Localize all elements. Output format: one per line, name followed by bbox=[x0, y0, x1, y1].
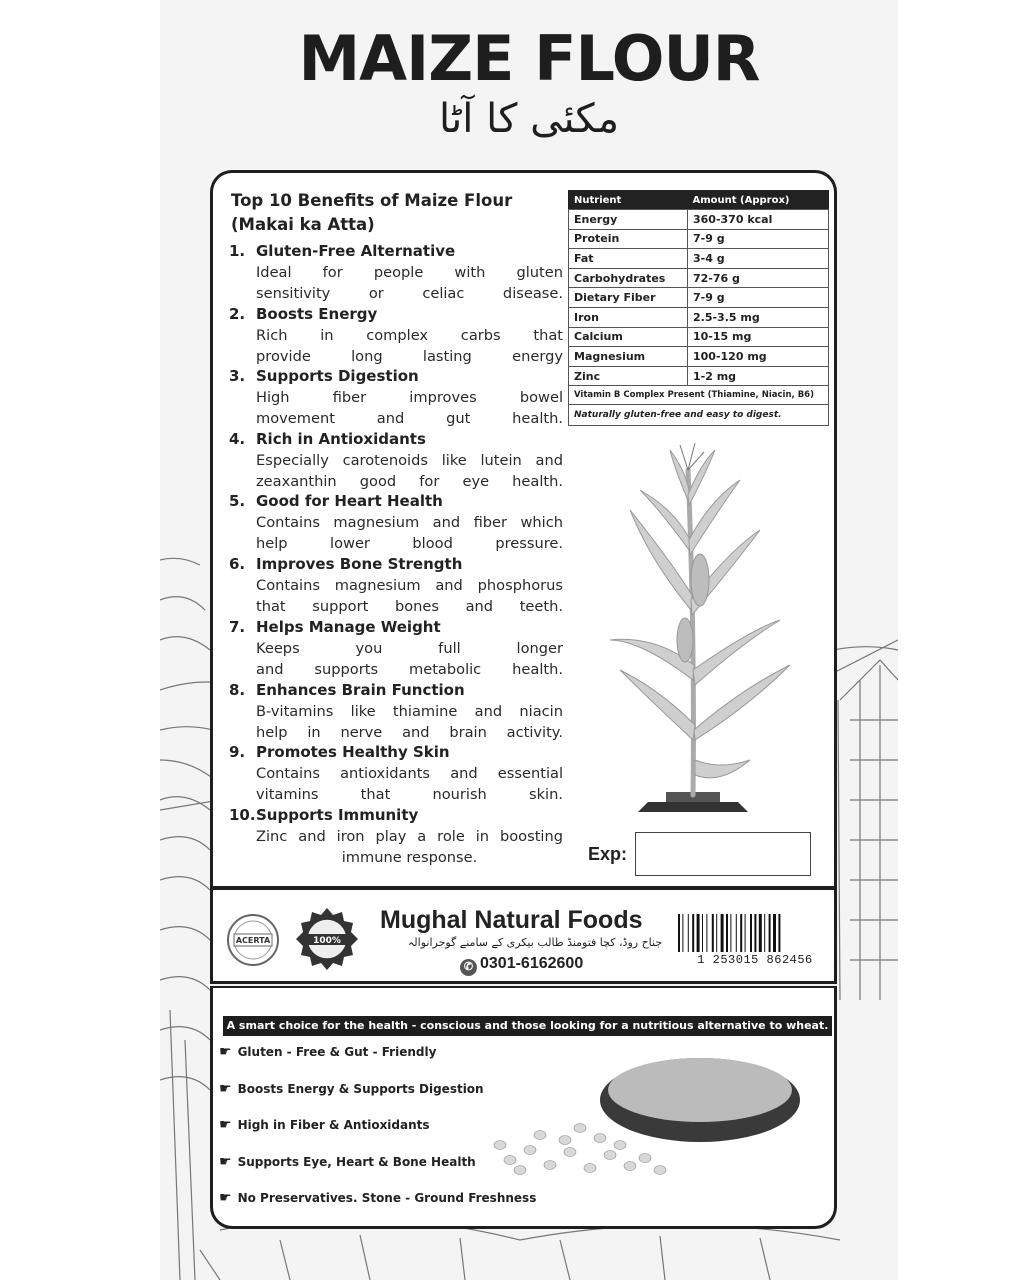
maize-grain bbox=[639, 1154, 651, 1163]
amount-column-header: Amount (Approx) bbox=[688, 191, 829, 210]
maize-grains-bowl-illustration bbox=[480, 1040, 820, 1180]
benefit-description-line: vitamins that nourish skin. bbox=[256, 786, 563, 803]
benefit-description-line: sensitivity or celiac disease. bbox=[256, 285, 563, 302]
benefit-description-line: Contains antioxidants and essential bbox=[256, 765, 563, 782]
nutrient-name: Protein bbox=[569, 229, 688, 249]
nutrition-row bbox=[569, 288, 829, 308]
barcode-bar bbox=[726, 914, 728, 952]
barcode-bar bbox=[778, 914, 780, 952]
feature-text: High in Fiber & Antioxidants bbox=[237, 1118, 430, 1132]
benefit-item bbox=[229, 805, 563, 868]
benefit-title-text: Helps Manage Weight bbox=[256, 618, 441, 636]
nutrient-name: Dietary Fiber bbox=[569, 288, 688, 308]
benefit-number: 8. bbox=[229, 681, 246, 699]
urdu-product-title: مکئی کا آٹا bbox=[438, 96, 620, 142]
benefit-title-text: Supports Immunity bbox=[256, 806, 419, 824]
expiry-date-box bbox=[635, 832, 811, 876]
maize-grain bbox=[544, 1161, 556, 1170]
nutrition-row bbox=[569, 210, 829, 230]
barcode-bar bbox=[754, 914, 756, 952]
gluten-note-row bbox=[569, 405, 829, 426]
benefit-description-line: movement and gut health. bbox=[256, 410, 563, 427]
maize-grain bbox=[534, 1131, 546, 1140]
maize-grain bbox=[559, 1136, 571, 1145]
benefit-title-text: Promotes Healthy Skin bbox=[256, 743, 450, 761]
plant-base bbox=[638, 802, 748, 812]
benefit-title bbox=[229, 429, 563, 450]
bowl-grains bbox=[608, 1058, 792, 1122]
nutrition-row bbox=[569, 366, 829, 386]
benefit-description-line: Contains magnesium and phosphorus bbox=[256, 577, 563, 594]
vitamin-row bbox=[569, 386, 829, 405]
barcode-bar bbox=[697, 914, 700, 952]
nutrient-name: Energy bbox=[569, 210, 688, 230]
barcode-bar bbox=[745, 914, 746, 952]
benefits-heading-line2: (Makai ka Atta) bbox=[231, 215, 375, 234]
maize-grain bbox=[504, 1156, 516, 1165]
feature-item bbox=[219, 1044, 436, 1060]
benefit-title bbox=[229, 241, 563, 262]
benefit-number: 4. bbox=[229, 430, 246, 448]
corn-tassel bbox=[680, 443, 704, 470]
maize-grain bbox=[574, 1124, 586, 1133]
corn-leaves bbox=[610, 450, 790, 778]
nutrient-name: Magnesium bbox=[569, 347, 688, 367]
benefit-number: 6. bbox=[229, 555, 246, 573]
benefit-number: 7. bbox=[229, 618, 246, 636]
brand-phone bbox=[460, 955, 583, 976]
benefit-description-line: Zinc and iron play a role in boosting bbox=[256, 828, 563, 845]
nutrient-name: Zinc bbox=[569, 366, 688, 386]
barcode-bar bbox=[773, 914, 776, 952]
benefit-description-line: High fiber improves bowel bbox=[256, 389, 563, 406]
maize-grain bbox=[494, 1141, 506, 1150]
benefit-title bbox=[229, 742, 563, 763]
barcode-bar bbox=[750, 914, 752, 952]
nutrition-row bbox=[569, 249, 829, 269]
nutrition-row bbox=[569, 347, 829, 367]
nutrient-amount: 1-2 mg bbox=[688, 366, 829, 386]
nutrition-header-row bbox=[569, 191, 829, 210]
product-title: MAIZE FLOUR bbox=[298, 22, 760, 95]
benefit-description-line: B-vitamins like thiamine and niacin bbox=[256, 703, 563, 720]
benefit-description-line: that support bones and teeth. bbox=[256, 598, 563, 615]
maize-grain bbox=[624, 1162, 636, 1171]
barcode bbox=[678, 914, 830, 954]
gluten-free-note: Naturally gluten-free and easy to digest. bbox=[569, 405, 829, 426]
benefit-item bbox=[229, 304, 563, 367]
benefit-title-text: Improves Bone Strength bbox=[256, 555, 463, 573]
benefit-description-line: and supports metabolic health. bbox=[256, 661, 563, 678]
quality-seal-text: 100% bbox=[313, 936, 341, 946]
nutrient-column-header: Nutrient bbox=[569, 191, 688, 210]
maize-grain bbox=[564, 1148, 576, 1157]
acerta-certification-seal bbox=[226, 908, 280, 972]
barcode-bar bbox=[740, 914, 742, 952]
whatsapp-icon: ✆ bbox=[460, 959, 477, 976]
nutrition-row bbox=[569, 307, 829, 327]
benefit-title bbox=[229, 805, 563, 826]
benefit-title bbox=[229, 617, 563, 638]
nutrient-amount: 7-9 g bbox=[688, 288, 829, 308]
benefit-number: 10. bbox=[229, 806, 256, 824]
benefit-title-text: Gluten-Free Alternative bbox=[256, 242, 456, 260]
feature-text: Gluten - Free & Gut - Friendly bbox=[237, 1045, 437, 1059]
barcode-bar bbox=[678, 914, 680, 952]
maize-grain bbox=[654, 1166, 666, 1175]
nutrition-row bbox=[569, 268, 829, 288]
pointing-hand-icon: ☛ bbox=[219, 1154, 232, 1170]
barcode-bar bbox=[712, 914, 714, 952]
brand-urdu-address: جناح روڈ، کچا فتومنڈ طالب بیکری کے سامنے گوجرانوالہ bbox=[407, 936, 663, 949]
barcode-bar bbox=[702, 914, 703, 952]
benefit-item bbox=[229, 617, 563, 680]
barcode-bar bbox=[764, 914, 765, 952]
benefit-title-text: Enhances Brain Function bbox=[256, 681, 465, 699]
benefit-number: 5. bbox=[229, 492, 246, 510]
nutrient-amount: 360-370 kcal bbox=[688, 210, 829, 230]
benefit-title bbox=[229, 366, 563, 387]
corn-plant-illustration bbox=[600, 440, 800, 820]
brand-name: Mughal Natural Foods bbox=[380, 906, 643, 934]
pointing-hand-icon: ☛ bbox=[219, 1117, 232, 1133]
benefit-description-line: Ideal for people with gluten bbox=[256, 264, 563, 281]
pointing-hand-icon: ☛ bbox=[219, 1044, 232, 1060]
maize-grain bbox=[584, 1164, 596, 1173]
nutrient-name: Carbohydrates bbox=[569, 268, 688, 288]
benefit-title bbox=[229, 680, 563, 701]
benefit-title-text: Boosts Energy bbox=[256, 305, 378, 323]
feature-item bbox=[219, 1117, 430, 1133]
feature-text: No Preservatives. Stone - Ground Freshness bbox=[237, 1191, 537, 1205]
benefit-item bbox=[229, 680, 563, 743]
benefit-title bbox=[229, 554, 563, 575]
benefits-heading bbox=[231, 189, 561, 237]
nutrient-name: Fat bbox=[569, 249, 688, 269]
barcode-bar bbox=[736, 914, 737, 952]
benefit-item bbox=[229, 429, 563, 492]
benefit-title-text: Good for Heart Health bbox=[256, 492, 443, 510]
tagline-banner: A smart choice for the health - conscious and those looking for a nutritious alternative to wheat. bbox=[223, 1016, 832, 1036]
feature-item bbox=[219, 1081, 484, 1097]
benefit-number: 9. bbox=[229, 743, 246, 761]
vitamin-note: Vitamin B Complex Present (Thiamine, Niacin, B6) bbox=[569, 386, 829, 405]
maize-grain bbox=[614, 1141, 626, 1150]
barcode-bar bbox=[692, 914, 694, 952]
benefit-item bbox=[229, 742, 563, 805]
barcode-bar bbox=[682, 914, 683, 952]
benefit-number: 2. bbox=[229, 305, 246, 323]
benefit-description-line: help lower blood pressure. bbox=[256, 535, 563, 552]
benefit-title bbox=[229, 491, 563, 512]
nutrient-amount: 2.5-3.5 mg bbox=[688, 307, 829, 327]
benefit-description-line: provide long lasting energy bbox=[256, 348, 563, 365]
benefits-heading-line1: Top 10 Benefits of Maize Flour bbox=[231, 191, 513, 210]
benefit-number: 1. bbox=[229, 242, 246, 260]
nutrition-row bbox=[569, 229, 829, 249]
expiry-label: Exp: bbox=[588, 844, 628, 864]
benefit-description-line: Rich in complex carbs that bbox=[256, 327, 563, 344]
benefit-description-line: immune response. bbox=[341, 849, 478, 866]
benefit-description-line: help in nerve and brain activity. bbox=[256, 724, 563, 741]
barcode-bar bbox=[759, 914, 762, 952]
phone-number: 0301-6162600 bbox=[480, 955, 584, 972]
benefit-title-text: Supports Digestion bbox=[256, 367, 419, 385]
benefit-description-line: Contains magnesium and fiber which bbox=[256, 514, 563, 531]
benefit-item bbox=[229, 366, 563, 429]
feature-item bbox=[219, 1190, 536, 1206]
benefit-description-line: Keeps you full longer bbox=[256, 640, 563, 657]
nutrition-row bbox=[569, 327, 829, 347]
nutrient-amount: 72-76 g bbox=[688, 268, 829, 288]
maize-grain bbox=[604, 1151, 616, 1160]
nutrient-amount: 100-120 mg bbox=[688, 347, 829, 367]
barcode-bar bbox=[730, 914, 731, 952]
barcode-number: 1 253015 862456 bbox=[697, 953, 813, 967]
feature-text: Supports Eye, Heart & Bone Health bbox=[237, 1155, 476, 1169]
nutrient-amount: 3-4 g bbox=[688, 249, 829, 269]
feature-item bbox=[219, 1154, 476, 1170]
pointing-hand-icon: ☛ bbox=[219, 1190, 232, 1206]
benefit-item bbox=[229, 554, 563, 617]
feature-text: Boosts Energy & Supports Digestion bbox=[237, 1082, 484, 1096]
barcode-bar bbox=[688, 914, 689, 952]
quality-guaranteed-seal bbox=[296, 906, 358, 972]
barcode-bar bbox=[706, 914, 707, 952]
nutrient-amount: 7-9 g bbox=[688, 229, 829, 249]
nutrient-name: Calcium bbox=[569, 327, 688, 347]
maize-grain bbox=[524, 1146, 536, 1155]
acerta-seal-text: ACERTA bbox=[235, 936, 271, 945]
benefit-description-line: zeaxanthin good for eye health. bbox=[256, 473, 563, 490]
barcode-bar bbox=[721, 914, 724, 952]
nutrient-amount: 10-15 mg bbox=[688, 327, 829, 347]
barcode-bar bbox=[716, 914, 717, 952]
nutrient-name: Iron bbox=[569, 307, 688, 327]
benefit-number: 3. bbox=[229, 367, 246, 385]
benefit-title-text: Rich in Antioxidants bbox=[256, 430, 426, 448]
benefit-description-line: Especially carotenoids like lutein and bbox=[256, 452, 563, 469]
maize-grain bbox=[594, 1134, 606, 1143]
pointing-hand-icon: ☛ bbox=[219, 1081, 232, 1097]
nutrition-table bbox=[568, 190, 829, 426]
barcode-bar bbox=[769, 914, 771, 952]
benefit-item bbox=[229, 241, 563, 304]
maize-grain bbox=[514, 1166, 526, 1175]
benefit-item bbox=[229, 491, 563, 554]
benefit-title bbox=[229, 304, 563, 325]
